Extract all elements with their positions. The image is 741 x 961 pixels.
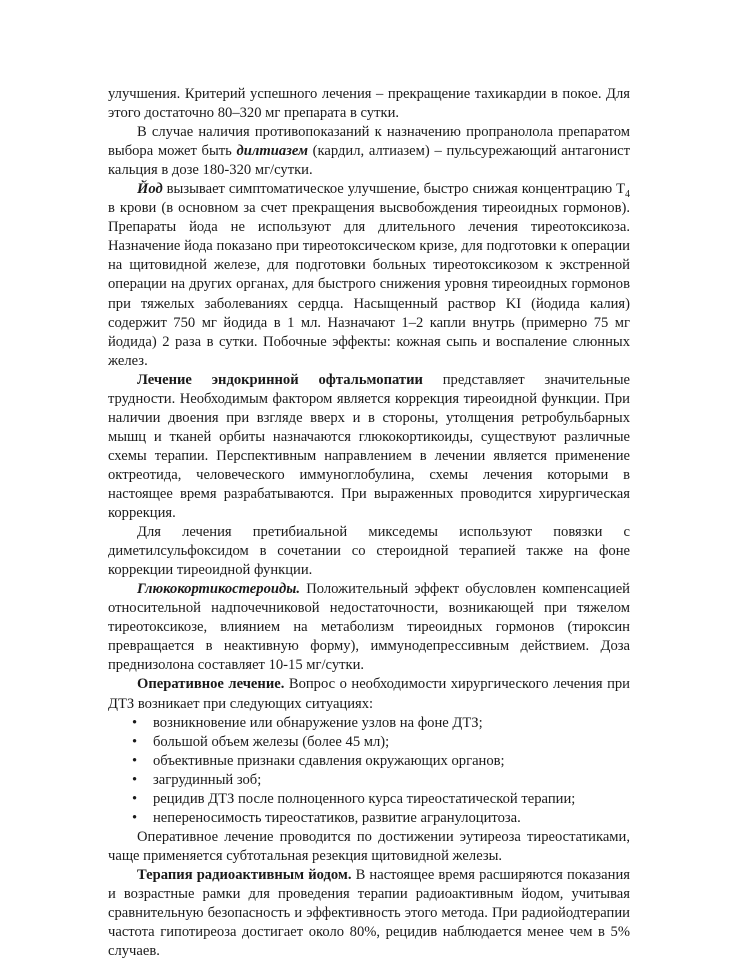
paragraph-1-text: улучшения. Критерий успешного лечения – прекращение тахикардии в покое. Для этого достаточно 80–320 мг препарата в сутки. <box>108 86 630 122</box>
list-item: • непереносимость тиреостатиков, развитие агранулоцитоза. <box>108 809 630 828</box>
subscript-4: 4 <box>625 189 630 201</box>
paragraph-1 <box>108 85 630 123</box>
paragraph-glucocorticoids-post: Положительный эффект обусловлен компенсацией относительной надпочечниковой недостаточности, возникающей при тяжелом тиреотоксикозе, влиянием на метаболизм тиреоидных гормонов (тироксин превращается в неактивную форму), иммунодепрессивным действием. Доза преднизолона составляет 10-15 мг/сутки. <box>108 581 630 674</box>
paragraph-surgery-timing <box>108 828 630 866</box>
paragraph-iodine <box>108 180 630 370</box>
paragraph-myxedema <box>108 523 630 580</box>
document-page <box>108 85 630 961</box>
term-radioiodine: Терапия радиоактивным йодом. <box>137 866 352 883</box>
term-surgery: Оперативное лечение. <box>137 676 285 693</box>
paragraph-radioiodine <box>108 866 630 961</box>
paragraph-diltiazem <box>108 123 630 180</box>
term-ophthalmopathy: Лечение эндокринной офтальмопатии <box>137 371 423 388</box>
paragraph-myxedema-text: Для лечения претибиальной микседемы используют повязки с диметилсульфоксидом в сочетании со стероидной терапией также на фоне коррекции тиреоидной функции. <box>108 524 630 579</box>
list-item: • возникновение или обнаружение узлов на фоне ДТЗ; <box>108 714 630 733</box>
paragraph-surgery <box>108 675 630 713</box>
list-item: • объективные признаки сдавления окружающих органов; <box>108 752 630 771</box>
paragraph-glucocorticoids <box>108 580 630 675</box>
paragraph-iodine-pre: вызывает симптоматическое улучшение, быстро снижая концентрацию Т <box>162 181 625 198</box>
paragraph-diltiazem-post: (кардил, алтиазем) – пульсурежающий антагонист кальция в дозе 180-320 мг/сутки. <box>108 143 630 179</box>
list-item: • большой объем железы (более 45 мл); <box>108 733 630 752</box>
list-item: • загрудинный зоб; <box>108 771 630 790</box>
term-iodine: Йод <box>137 181 163 198</box>
paragraph-surgery-post: Вопрос о необходимости хирургического лечения при ДТЗ возникает при следующих ситуациях: <box>108 676 630 712</box>
paragraph-surgery-timing-text: Оперативное лечение проводится по достижении эутиреоза тиреостатиками, чаще применяется субтотальная резекция щитовидной железы. <box>108 828 630 864</box>
list-item: • рецидив ДТЗ после полноценного курса тиреостатической терапии; <box>108 790 630 809</box>
indications-list <box>108 714 630 828</box>
paragraph-radioiodine-post: В настоящее время расширяются показания и возрастные рамки для проведения терапии радиоактивным йодом, учитывая сравнительную безопасность и эффективность этого метода. При радиойодтерапии частота гипотиреоза достигает около 80%, рецидив наблюдается менее чем в 5% случаев. <box>108 866 630 960</box>
paragraph-ophthalmopathy <box>108 371 630 523</box>
paragraph-diltiazem-pre: В случае наличия противопоказаний к назначению пропранолола препаратом выбора может быть <box>108 124 630 160</box>
paragraph-iodine-post: в крови (в основном за счет прекращения высвобождения тиреоидных гормонов). Препараты йода не используют для длительного лечения тиреотоксикоза. Назначение йода показано при тиреотоксическом кризе, для подготовки к операции на щитовидной железе, для подготовки больных тиреотоксикозом к экстренной операции на других органах, для быстрого снижения уровня тиреоидных гормонов при тяжелых заболеваниях сердца. Насыщенный раствор KI (йодида калия) содержит 750 мг йодида в 1 мл. Назначают 1–2 капли внутрь (примерно 75 мг йодида) 2 раза в сутки. Побочные эффекты: кожная сыпь и воспаление слюнных желез. <box>108 200 630 369</box>
term-glucocorticoids: Глюкокортикостероиды. <box>137 581 301 598</box>
term-diltiazem: дилтиазем <box>236 143 308 160</box>
paragraph-ophthalmopathy-post: представляет значительные трудности. Необходимым фактором является коррекция тиреоидной функции. При наличии двоения при взгляде вверх и в стороны, утолщения ретробульбарных мышц и тканей орбиты назначаются глюкокортикоиды, существуют различные схемы терапии. Перспективным направлением в лечении является применение октреотида, человеческого иммуноглобулина, схемы лечения которыми в настоящее время разрабатываются. При выраженных проводится хирургическая коррекция. <box>108 371 630 522</box>
